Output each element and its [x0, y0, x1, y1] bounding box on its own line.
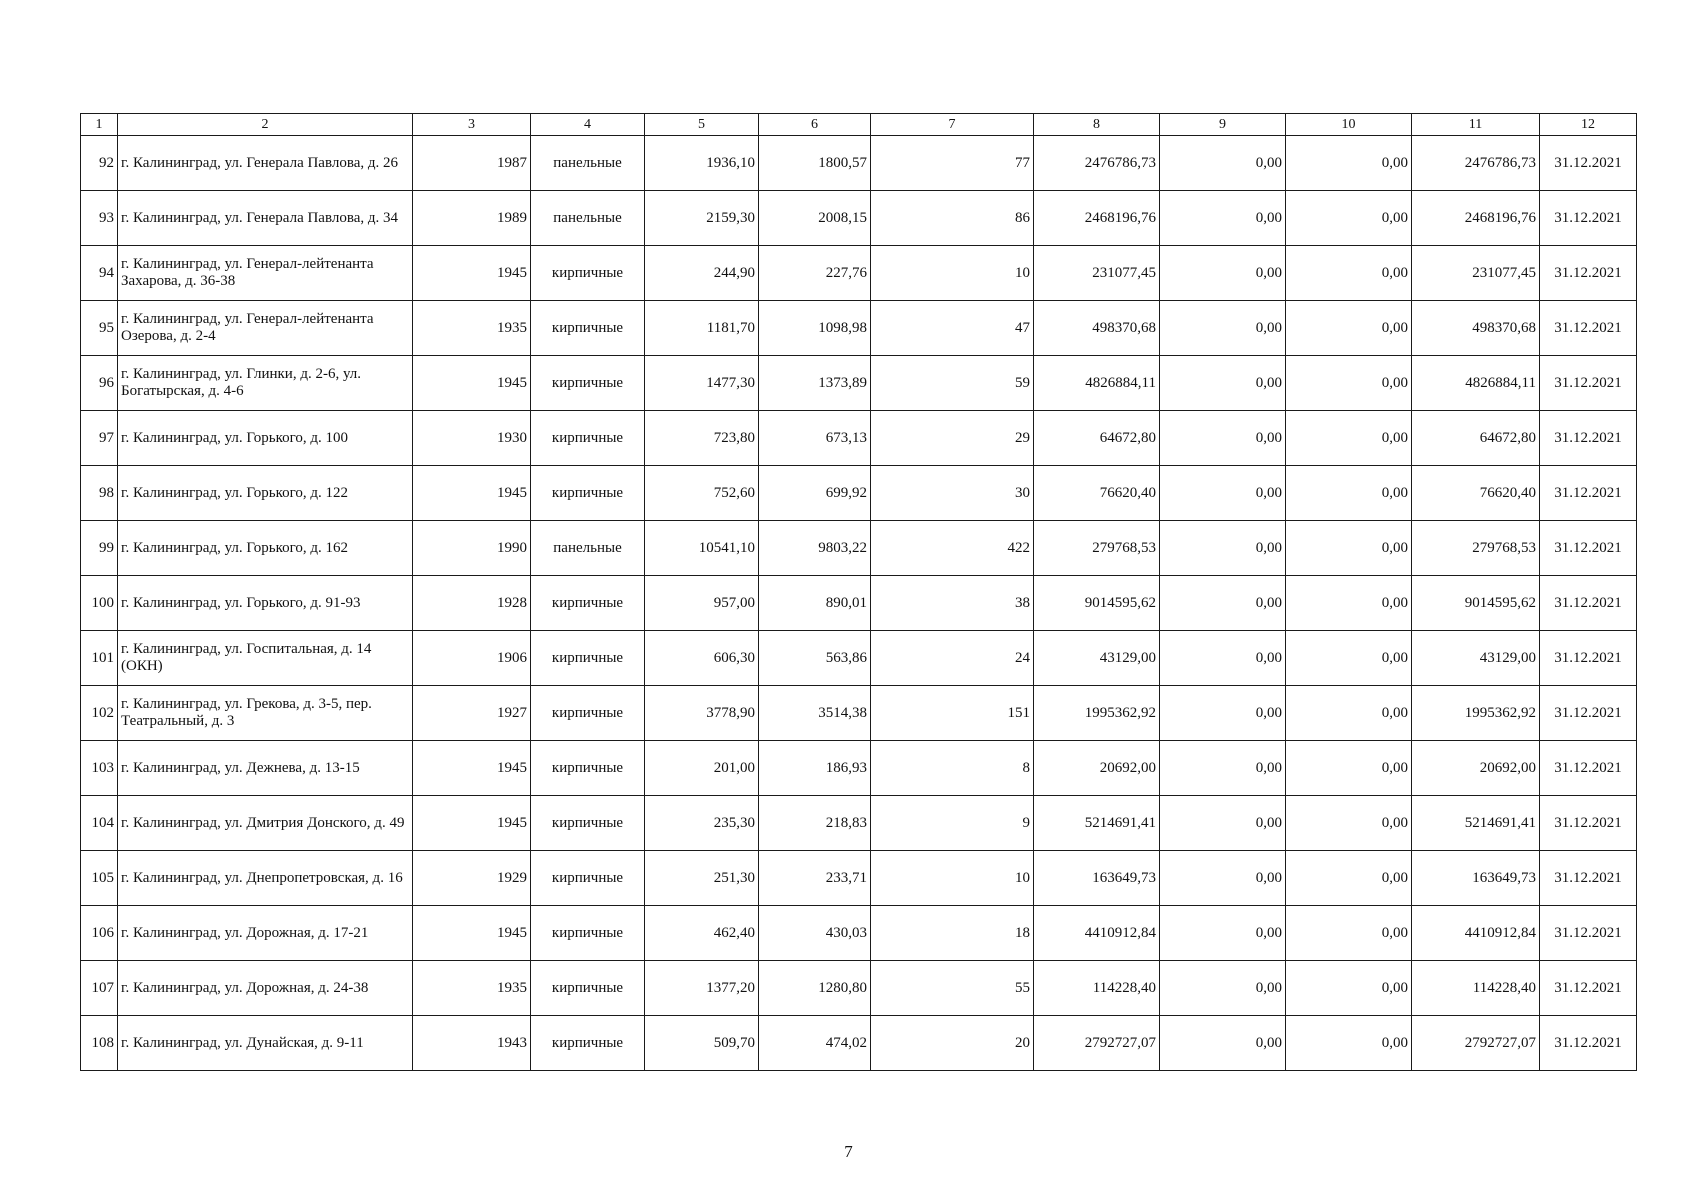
cell-value-col-8: 2476786,73 — [1034, 136, 1160, 191]
cell-value-col-7: 151 — [871, 686, 1034, 741]
cell-address: г. Калининград, ул. Горького, д. 162 — [118, 521, 413, 576]
cell-wall-material: кирпичные — [531, 851, 645, 906]
cell-value-col-9: 0,00 — [1160, 576, 1286, 631]
cell-row-number: 101 — [81, 631, 118, 686]
cell-value-col-9: 0,00 — [1160, 411, 1286, 466]
cell-year-built: 1927 — [413, 686, 531, 741]
cell-value-col-8: 64672,80 — [1034, 411, 1160, 466]
cell-value-col-10: 0,00 — [1286, 191, 1412, 246]
table-row — [81, 961, 1637, 1016]
cell-date: 31.12.2021 — [1540, 411, 1637, 466]
cell-address: г. Калининград, ул. Дунайская, д. 9-11 — [118, 1016, 413, 1071]
cell-value-col-5: 10541,10 — [645, 521, 759, 576]
cell-value-col-7: 9 — [871, 796, 1034, 851]
cell-value-col-6: 474,02 — [759, 1016, 871, 1071]
cell-value-col-8: 1995362,92 — [1034, 686, 1160, 741]
cell-wall-material: кирпичные — [531, 961, 645, 1016]
cell-year-built: 1930 — [413, 411, 531, 466]
table-row — [81, 686, 1637, 741]
table-row — [81, 246, 1637, 301]
cell-date: 31.12.2021 — [1540, 191, 1637, 246]
cell-value-col-10: 0,00 — [1286, 466, 1412, 521]
cell-year-built: 1989 — [413, 191, 531, 246]
cell-date: 31.12.2021 — [1540, 741, 1637, 796]
cell-value-col-6: 563,86 — [759, 631, 871, 686]
column-number-11: 11 — [1412, 114, 1540, 136]
cell-value-col-6: 218,83 — [759, 796, 871, 851]
table-body — [81, 136, 1637, 1071]
cell-date: 31.12.2021 — [1540, 851, 1637, 906]
cell-address: г. Калининград, ул. Дежнева, д. 13-15 — [118, 741, 413, 796]
cell-value-col-5: 2159,30 — [645, 191, 759, 246]
table-row — [81, 576, 1637, 631]
cell-wall-material: панельные — [531, 521, 645, 576]
cell-date: 31.12.2021 — [1540, 906, 1637, 961]
cell-year-built: 1945 — [413, 466, 531, 521]
cell-address: г. Калининград, ул. Генерала Павлова, д. 26 — [118, 136, 413, 191]
cell-date: 31.12.2021 — [1540, 796, 1637, 851]
cell-value-col-8: 279768,53 — [1034, 521, 1160, 576]
cell-row-number: 105 — [81, 851, 118, 906]
cell-value-col-8: 2468196,76 — [1034, 191, 1160, 246]
cell-year-built: 1945 — [413, 906, 531, 961]
cell-year-built: 1935 — [413, 961, 531, 1016]
cell-value-col-6: 2008,15 — [759, 191, 871, 246]
cell-wall-material: кирпичные — [531, 906, 645, 961]
cell-value-col-9: 0,00 — [1160, 136, 1286, 191]
cell-value-col-11: 4410912,84 — [1412, 906, 1540, 961]
cell-date: 31.12.2021 — [1540, 246, 1637, 301]
cell-value-col-11: 43129,00 — [1412, 631, 1540, 686]
column-number-12: 12 — [1540, 114, 1637, 136]
cell-value-col-9: 0,00 — [1160, 466, 1286, 521]
cell-wall-material: кирпичные — [531, 741, 645, 796]
cell-date: 31.12.2021 — [1540, 521, 1637, 576]
cell-year-built: 1945 — [413, 356, 531, 411]
cell-value-col-5: 606,30 — [645, 631, 759, 686]
cell-value-col-7: 47 — [871, 301, 1034, 356]
cell-date: 31.12.2021 — [1540, 301, 1637, 356]
column-number-8: 8 — [1034, 114, 1160, 136]
cell-date: 31.12.2021 — [1540, 356, 1637, 411]
cell-value-col-7: 422 — [871, 521, 1034, 576]
cell-value-col-11: 163649,73 — [1412, 851, 1540, 906]
cell-value-col-7: 77 — [871, 136, 1034, 191]
cell-value-col-10: 0,00 — [1286, 356, 1412, 411]
cell-value-col-10: 0,00 — [1286, 576, 1412, 631]
cell-value-col-8: 4410912,84 — [1034, 906, 1160, 961]
cell-value-col-6: 699,92 — [759, 466, 871, 521]
cell-date: 31.12.2021 — [1540, 136, 1637, 191]
cell-wall-material: кирпичные — [531, 686, 645, 741]
table-row — [81, 741, 1637, 796]
cell-row-number: 99 — [81, 521, 118, 576]
cell-wall-material: панельные — [531, 136, 645, 191]
cell-value-col-8: 4826884,11 — [1034, 356, 1160, 411]
cell-date: 31.12.2021 — [1540, 1016, 1637, 1071]
cell-value-col-6: 1098,98 — [759, 301, 871, 356]
cell-address: г. Калининград, ул. Генерал-лейтенанта Озерова, д. 2-4 — [118, 301, 413, 356]
cell-year-built: 1935 — [413, 301, 531, 356]
cell-value-col-8: 498370,68 — [1034, 301, 1160, 356]
column-number-3: 3 — [413, 114, 531, 136]
cell-value-col-5: 509,70 — [645, 1016, 759, 1071]
cell-address: г. Калининград, ул. Горького, д. 122 — [118, 466, 413, 521]
cell-value-col-6: 227,76 — [759, 246, 871, 301]
cell-wall-material: кирпичные — [531, 301, 645, 356]
cell-value-col-9: 0,00 — [1160, 521, 1286, 576]
table-row — [81, 1016, 1637, 1071]
cell-value-col-5: 462,40 — [645, 906, 759, 961]
cell-value-col-9: 0,00 — [1160, 851, 1286, 906]
cell-year-built: 1987 — [413, 136, 531, 191]
cell-value-col-10: 0,00 — [1286, 851, 1412, 906]
cell-value-col-8: 163649,73 — [1034, 851, 1160, 906]
cell-wall-material: панельные — [531, 191, 645, 246]
cell-value-col-9: 0,00 — [1160, 246, 1286, 301]
cell-value-col-9: 0,00 — [1160, 356, 1286, 411]
cell-value-col-7: 24 — [871, 631, 1034, 686]
cell-value-col-9: 0,00 — [1160, 796, 1286, 851]
cell-value-col-11: 231077,45 — [1412, 246, 1540, 301]
cell-wall-material: кирпичные — [531, 466, 645, 521]
cell-value-col-10: 0,00 — [1286, 521, 1412, 576]
column-number-9: 9 — [1160, 114, 1286, 136]
table-row — [81, 796, 1637, 851]
cell-value-col-6: 1800,57 — [759, 136, 871, 191]
cell-value-col-10: 0,00 — [1286, 246, 1412, 301]
cell-wall-material: кирпичные — [531, 631, 645, 686]
column-number-7: 7 — [871, 114, 1034, 136]
cell-wall-material: кирпичные — [531, 356, 645, 411]
column-number-4: 4 — [531, 114, 645, 136]
cell-value-col-5: 1181,70 — [645, 301, 759, 356]
column-number-1: 1 — [81, 114, 118, 136]
cell-year-built: 1945 — [413, 741, 531, 796]
cell-address: г. Калининград, ул. Генерал-лейтенанта Захарова, д. 36-38 — [118, 246, 413, 301]
cell-date: 31.12.2021 — [1540, 961, 1637, 1016]
cell-wall-material: кирпичные — [531, 246, 645, 301]
cell-row-number: 103 — [81, 741, 118, 796]
header-row — [81, 114, 1637, 136]
cell-row-number: 100 — [81, 576, 118, 631]
cell-year-built: 1945 — [413, 246, 531, 301]
column-number-10: 10 — [1286, 114, 1412, 136]
column-numbers-header — [81, 114, 1637, 136]
cell-value-col-8: 43129,00 — [1034, 631, 1160, 686]
cell-value-col-6: 186,93 — [759, 741, 871, 796]
cell-value-col-7: 59 — [871, 356, 1034, 411]
cell-value-col-9: 0,00 — [1160, 961, 1286, 1016]
cell-year-built: 1906 — [413, 631, 531, 686]
cell-value-col-7: 30 — [871, 466, 1034, 521]
cell-value-col-11: 76620,40 — [1412, 466, 1540, 521]
cell-value-col-5: 1477,30 — [645, 356, 759, 411]
cell-row-number: 97 — [81, 411, 118, 466]
cell-year-built: 1943 — [413, 1016, 531, 1071]
cell-row-number: 108 — [81, 1016, 118, 1071]
cell-value-col-6: 9803,22 — [759, 521, 871, 576]
cell-value-col-10: 0,00 — [1286, 961, 1412, 1016]
cell-value-col-5: 235,30 — [645, 796, 759, 851]
cell-value-col-11: 20692,00 — [1412, 741, 1540, 796]
cell-value-col-7: 29 — [871, 411, 1034, 466]
column-number-6: 6 — [759, 114, 871, 136]
cell-value-col-9: 0,00 — [1160, 1016, 1286, 1071]
table-row — [81, 191, 1637, 246]
column-number-2: 2 — [118, 114, 413, 136]
cell-row-number: 92 — [81, 136, 118, 191]
cell-value-col-5: 3778,90 — [645, 686, 759, 741]
cell-value-col-11: 498370,68 — [1412, 301, 1540, 356]
cell-value-col-6: 890,01 — [759, 576, 871, 631]
cell-value-col-11: 5214691,41 — [1412, 796, 1540, 851]
cell-value-col-6: 1280,80 — [759, 961, 871, 1016]
cell-value-col-10: 0,00 — [1286, 301, 1412, 356]
cell-value-col-6: 430,03 — [759, 906, 871, 961]
cell-address: г. Калининград, ул. Госпитальная, д. 14 (ОКН) — [118, 631, 413, 686]
cell-row-number: 102 — [81, 686, 118, 741]
cell-row-number: 93 — [81, 191, 118, 246]
cell-value-col-11: 2792727,07 — [1412, 1016, 1540, 1071]
cell-value-col-9: 0,00 — [1160, 741, 1286, 796]
cell-value-col-6: 233,71 — [759, 851, 871, 906]
cell-value-col-10: 0,00 — [1286, 906, 1412, 961]
cell-row-number: 107 — [81, 961, 118, 1016]
cell-address: г. Калининград, ул. Генерала Павлова, д. 34 — [118, 191, 413, 246]
cell-value-col-11: 2468196,76 — [1412, 191, 1540, 246]
cell-value-col-11: 64672,80 — [1412, 411, 1540, 466]
cell-date: 31.12.2021 — [1540, 576, 1637, 631]
cell-address: г. Калининград, ул. Дмитрия Донского, д. 49 — [118, 796, 413, 851]
cell-row-number: 106 — [81, 906, 118, 961]
cell-date: 31.12.2021 — [1540, 466, 1637, 521]
cell-value-col-5: 752,60 — [645, 466, 759, 521]
cell-value-col-11: 9014595,62 — [1412, 576, 1540, 631]
cell-wall-material: кирпичные — [531, 1016, 645, 1071]
cell-value-col-8: 20692,00 — [1034, 741, 1160, 796]
cell-value-col-5: 244,90 — [645, 246, 759, 301]
cell-address: г. Калининград, ул. Горького, д. 100 — [118, 411, 413, 466]
cell-value-col-10: 0,00 — [1286, 411, 1412, 466]
table-row — [81, 906, 1637, 961]
page-number: 7 — [844, 1142, 853, 1161]
cell-address: г. Калининград, ул. Горького, д. 91-93 — [118, 576, 413, 631]
cell-address: г. Калининград, ул. Дорожная, д. 24-38 — [118, 961, 413, 1016]
cell-value-col-5: 1936,10 — [645, 136, 759, 191]
cell-value-col-9: 0,00 — [1160, 906, 1286, 961]
cell-value-col-11: 114228,40 — [1412, 961, 1540, 1016]
cell-value-col-7: 10 — [871, 851, 1034, 906]
cell-row-number: 94 — [81, 246, 118, 301]
cell-value-col-9: 0,00 — [1160, 686, 1286, 741]
cell-year-built: 1928 — [413, 576, 531, 631]
cell-value-col-10: 0,00 — [1286, 631, 1412, 686]
cell-address: г. Калининград, ул. Днепропетровская, д. 16 — [118, 851, 413, 906]
cell-row-number: 104 — [81, 796, 118, 851]
cell-value-col-8: 114228,40 — [1034, 961, 1160, 1016]
column-number-5: 5 — [645, 114, 759, 136]
cell-wall-material: кирпичные — [531, 411, 645, 466]
table-row — [81, 466, 1637, 521]
cell-value-col-8: 2792727,07 — [1034, 1016, 1160, 1071]
cell-value-col-5: 957,00 — [645, 576, 759, 631]
cell-value-col-11: 279768,53 — [1412, 521, 1540, 576]
cell-address: г. Калининград, ул. Глинки, д. 2-6, ул. Богатырская, д. 4-6 — [118, 356, 413, 411]
cell-value-col-7: 86 — [871, 191, 1034, 246]
cell-value-col-8: 76620,40 — [1034, 466, 1160, 521]
cell-value-col-7: 20 — [871, 1016, 1034, 1071]
cell-value-col-6: 673,13 — [759, 411, 871, 466]
table-row — [81, 851, 1637, 906]
cell-year-built: 1945 — [413, 796, 531, 851]
table-row — [81, 521, 1637, 576]
cell-value-col-10: 0,00 — [1286, 741, 1412, 796]
cell-value-col-6: 3514,38 — [759, 686, 871, 741]
cell-address: г. Калининград, ул. Грекова, д. 3-5, пер. Театральный, д. 3 — [118, 686, 413, 741]
cell-value-col-6: 1373,89 — [759, 356, 871, 411]
cell-wall-material: кирпичные — [531, 796, 645, 851]
cell-value-col-5: 201,00 — [645, 741, 759, 796]
cell-wall-material: кирпичные — [531, 576, 645, 631]
cell-date: 31.12.2021 — [1540, 686, 1637, 741]
table-row — [81, 411, 1637, 466]
cell-value-col-9: 0,00 — [1160, 301, 1286, 356]
cell-value-col-10: 0,00 — [1286, 1016, 1412, 1071]
cell-value-col-7: 10 — [871, 246, 1034, 301]
cell-value-col-11: 2476786,73 — [1412, 136, 1540, 191]
cell-value-col-5: 723,80 — [645, 411, 759, 466]
cell-value-col-10: 0,00 — [1286, 686, 1412, 741]
cell-value-col-9: 0,00 — [1160, 191, 1286, 246]
cell-value-col-10: 0,00 — [1286, 796, 1412, 851]
table-row — [81, 356, 1637, 411]
cell-address: г. Калининград, ул. Дорожная, д. 17-21 — [118, 906, 413, 961]
cell-value-col-5: 251,30 — [645, 851, 759, 906]
housing-registry-table — [80, 113, 1637, 1071]
cell-value-col-10: 0,00 — [1286, 136, 1412, 191]
cell-row-number: 96 — [81, 356, 118, 411]
cell-row-number: 98 — [81, 466, 118, 521]
cell-value-col-7: 8 — [871, 741, 1034, 796]
cell-value-col-9: 0,00 — [1160, 631, 1286, 686]
cell-row-number: 95 — [81, 301, 118, 356]
cell-year-built: 1929 — [413, 851, 531, 906]
cell-date: 31.12.2021 — [1540, 631, 1637, 686]
cell-year-built: 1990 — [413, 521, 531, 576]
cell-value-col-8: 9014595,62 — [1034, 576, 1160, 631]
cell-value-col-7: 55 — [871, 961, 1034, 1016]
cell-value-col-7: 38 — [871, 576, 1034, 631]
table-row — [81, 631, 1637, 686]
cell-value-col-8: 231077,45 — [1034, 246, 1160, 301]
cell-value-col-7: 18 — [871, 906, 1034, 961]
table-row — [81, 136, 1637, 191]
cell-value-col-11: 4826884,11 — [1412, 356, 1540, 411]
cell-value-col-8: 5214691,41 — [1034, 796, 1160, 851]
table-row — [81, 301, 1637, 356]
cell-value-col-11: 1995362,92 — [1412, 686, 1540, 741]
cell-value-col-5: 1377,20 — [645, 961, 759, 1016]
